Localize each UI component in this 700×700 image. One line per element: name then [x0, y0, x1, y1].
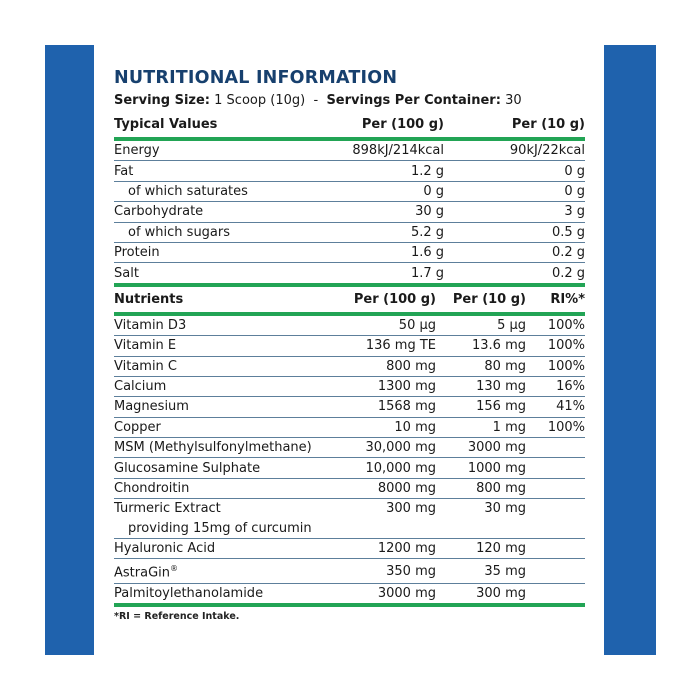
serving-size-value: 1 Scoop (10g): [214, 93, 306, 108]
nutrient-row: [114, 336, 585, 356]
nutrient-name: [114, 316, 344, 336]
ri-percent: 100%: [526, 356, 585, 376]
nutrient-name: [114, 539, 344, 559]
col-header: Per (100 g): [353, 291, 436, 307]
nutrient-name: [114, 583, 344, 603]
nutrient-name-text: Copper: [114, 419, 161, 435]
value-per-10g: 300 mg: [476, 585, 526, 601]
value-per-100g: 5.2 g: [314, 222, 444, 242]
value-per-100g: 800 mg: [344, 356, 436, 376]
nutrient-note: providing 15mg of curcumin: [114, 519, 585, 539]
typical-header-row: [114, 112, 585, 137]
right-blue-bar: [604, 45, 656, 655]
nutrient-name: Salt: [114, 265, 139, 281]
serving-info: [114, 90, 585, 112]
servings-value: 30: [505, 93, 522, 108]
nutrient-name: [114, 559, 344, 583]
ri-percent: 100%: [526, 316, 585, 336]
nutrient-name: [114, 458, 344, 478]
nutrient-row: [114, 583, 585, 603]
ri-percent: [526, 559, 585, 583]
value-per-10g: 3 g: [444, 202, 585, 222]
value-per-100g: 1.2 g: [314, 161, 444, 181]
nutrient-name: Fat: [114, 161, 314, 181]
nutrient-row: [114, 316, 585, 336]
ri-percent: [526, 583, 585, 603]
nutrient-name-text: Palmitoylethanolamide: [114, 585, 264, 601]
value-per-100g: 10,000 mg: [344, 458, 436, 478]
nutrient-name: [114, 438, 344, 458]
value-per-10g: 0 g: [444, 161, 585, 181]
typical-row: [114, 161, 585, 181]
registered-mark: ®: [170, 564, 178, 574]
serving-separator: -: [313, 93, 319, 108]
nutrient-name-text: Calcium: [114, 379, 167, 395]
nutrient-row: [114, 417, 585, 437]
value-per-100g: 30,000 mg: [344, 438, 436, 458]
typical-values-table: [114, 112, 585, 287]
ri-percent: [526, 458, 585, 478]
typical-row: [114, 202, 585, 222]
value-per-10g: 35 mg: [436, 559, 526, 583]
ri-percent: 41%: [526, 397, 585, 417]
value-per-10g: 13.6 mg: [436, 336, 526, 356]
ri-percent: 16%: [526, 376, 585, 396]
nutrient-name-text: Magnesium: [114, 399, 189, 415]
nutrient-name-text: Chondroitin: [114, 481, 190, 497]
typical-row: [114, 181, 585, 201]
value-per-10g: 30 mg: [484, 501, 526, 517]
nutrient-row: [114, 438, 585, 458]
col-header: Per (10 g): [511, 117, 585, 132]
nutrient-name-text: Turmeric Extract: [114, 501, 221, 517]
value-per-100g: 898kJ/214kcal: [314, 141, 444, 161]
col-header: Nutrients: [114, 291, 184, 307]
value-per-10g: 0.2 g: [551, 265, 585, 281]
nutrient-row: [114, 458, 585, 478]
nutrient-name-text: Vitamin E: [114, 338, 177, 354]
nutrient-row: [114, 376, 585, 396]
nutrient-name: [114, 336, 344, 356]
value-per-100g: 1200 mg: [344, 539, 436, 559]
ri-percent: [526, 539, 585, 559]
servings-label: Servings Per Container:: [326, 93, 501, 108]
col-header: Per (100 g): [361, 117, 444, 132]
value-per-100g: 30 g: [314, 202, 444, 222]
nutrient-name: [114, 356, 344, 376]
value-per-100g: 10 mg: [344, 417, 436, 437]
value-per-10g: 5 µg: [436, 316, 526, 336]
value-per-10g: 120 mg: [436, 539, 526, 559]
value-per-100g: 350 mg: [344, 559, 436, 583]
serving-size-label: Serving Size:: [114, 93, 211, 108]
value-per-100g: 1.7 g: [410, 265, 444, 281]
nutrient-name: [114, 499, 344, 519]
nutrient-row: [114, 356, 585, 376]
col-header: Typical Values: [114, 117, 218, 132]
value-per-10g: 0 g: [444, 181, 585, 201]
ri-percent: [526, 499, 585, 519]
value-per-100g: 8000 mg: [344, 478, 436, 498]
nutrient-name: of which saturates: [114, 181, 314, 201]
value-per-10g: 1 mg: [436, 417, 526, 437]
col-header: Per (10 g): [452, 291, 526, 307]
nutrient-name: [114, 478, 344, 498]
nutrient-row: [114, 397, 585, 417]
value-per-100g: 50 µg: [344, 316, 436, 336]
value-per-10g: 800 mg: [436, 478, 526, 498]
value-per-10g: 130 mg: [436, 376, 526, 396]
value-per-10g: 90kJ/22kcal: [444, 141, 585, 161]
value-per-10g: 80 mg: [436, 356, 526, 376]
typical-row: [114, 141, 585, 161]
nutrient-name: Carbohydrate: [114, 202, 314, 222]
value-per-100g: 3000 mg: [377, 585, 436, 601]
nutrient-row: [114, 559, 585, 583]
nutrient-row: [114, 499, 585, 519]
nutrient-name-text: Glucosamine Sulphate: [114, 460, 261, 476]
ri-percent: [526, 478, 585, 498]
value-per-10g: 0.5 g: [444, 222, 585, 242]
green-divider: [114, 603, 585, 607]
nutrient-name: of which sugars: [114, 222, 314, 242]
nutrient-name-text: Vitamin D3: [114, 317, 187, 333]
nutrient-name: [114, 417, 344, 437]
footnote: *RI = Reference Intake.: [114, 611, 240, 623]
nutrient-name-text: Vitamin C: [114, 358, 178, 374]
nutrient-name-text: Hyaluronic Acid: [114, 541, 216, 557]
panel-title: NUTRITIONAL INFORMATION: [114, 68, 398, 88]
value-per-100g: 0 g: [314, 181, 444, 201]
value-per-100g: 1568 mg: [344, 397, 436, 417]
value-per-100g: 1.6 g: [314, 242, 444, 262]
value-per-10g: 3000 mg: [436, 438, 526, 458]
nutrient-note-row: [114, 519, 585, 539]
nutrient-name: [114, 397, 344, 417]
value-per-100g: 1300 mg: [344, 376, 436, 396]
col-header: RI%*: [550, 291, 585, 307]
nutrients-header-row: [114, 287, 585, 312]
nutrient-name-text: MSM (Methylsulfonylmethane): [114, 440, 312, 456]
nutrient-row: [114, 478, 585, 498]
ri-percent: 100%: [526, 417, 585, 437]
nutrient-name: [114, 376, 344, 396]
ri-percent: [526, 438, 585, 458]
typical-row: [114, 242, 585, 262]
left-blue-bar: [45, 45, 94, 655]
nutrient-name: Protein: [114, 242, 314, 262]
value-per-10g: 1000 mg: [436, 458, 526, 478]
ri-percent: 100%: [526, 336, 585, 356]
value-per-10g: 0.2 g: [444, 242, 585, 262]
nutrient-name-text: AstraGin: [114, 565, 170, 581]
nutrient-name: Energy: [114, 141, 314, 161]
nutrition-panel: [114, 66, 585, 622]
typical-row: [114, 263, 585, 283]
nutrient-row: [114, 539, 585, 559]
value-per-10g: 156 mg: [436, 397, 526, 417]
nutrients-table: [114, 287, 585, 607]
value-per-100g: 136 mg TE: [344, 336, 436, 356]
typical-row: [114, 222, 585, 242]
value-per-100g: 300 mg: [386, 501, 436, 517]
